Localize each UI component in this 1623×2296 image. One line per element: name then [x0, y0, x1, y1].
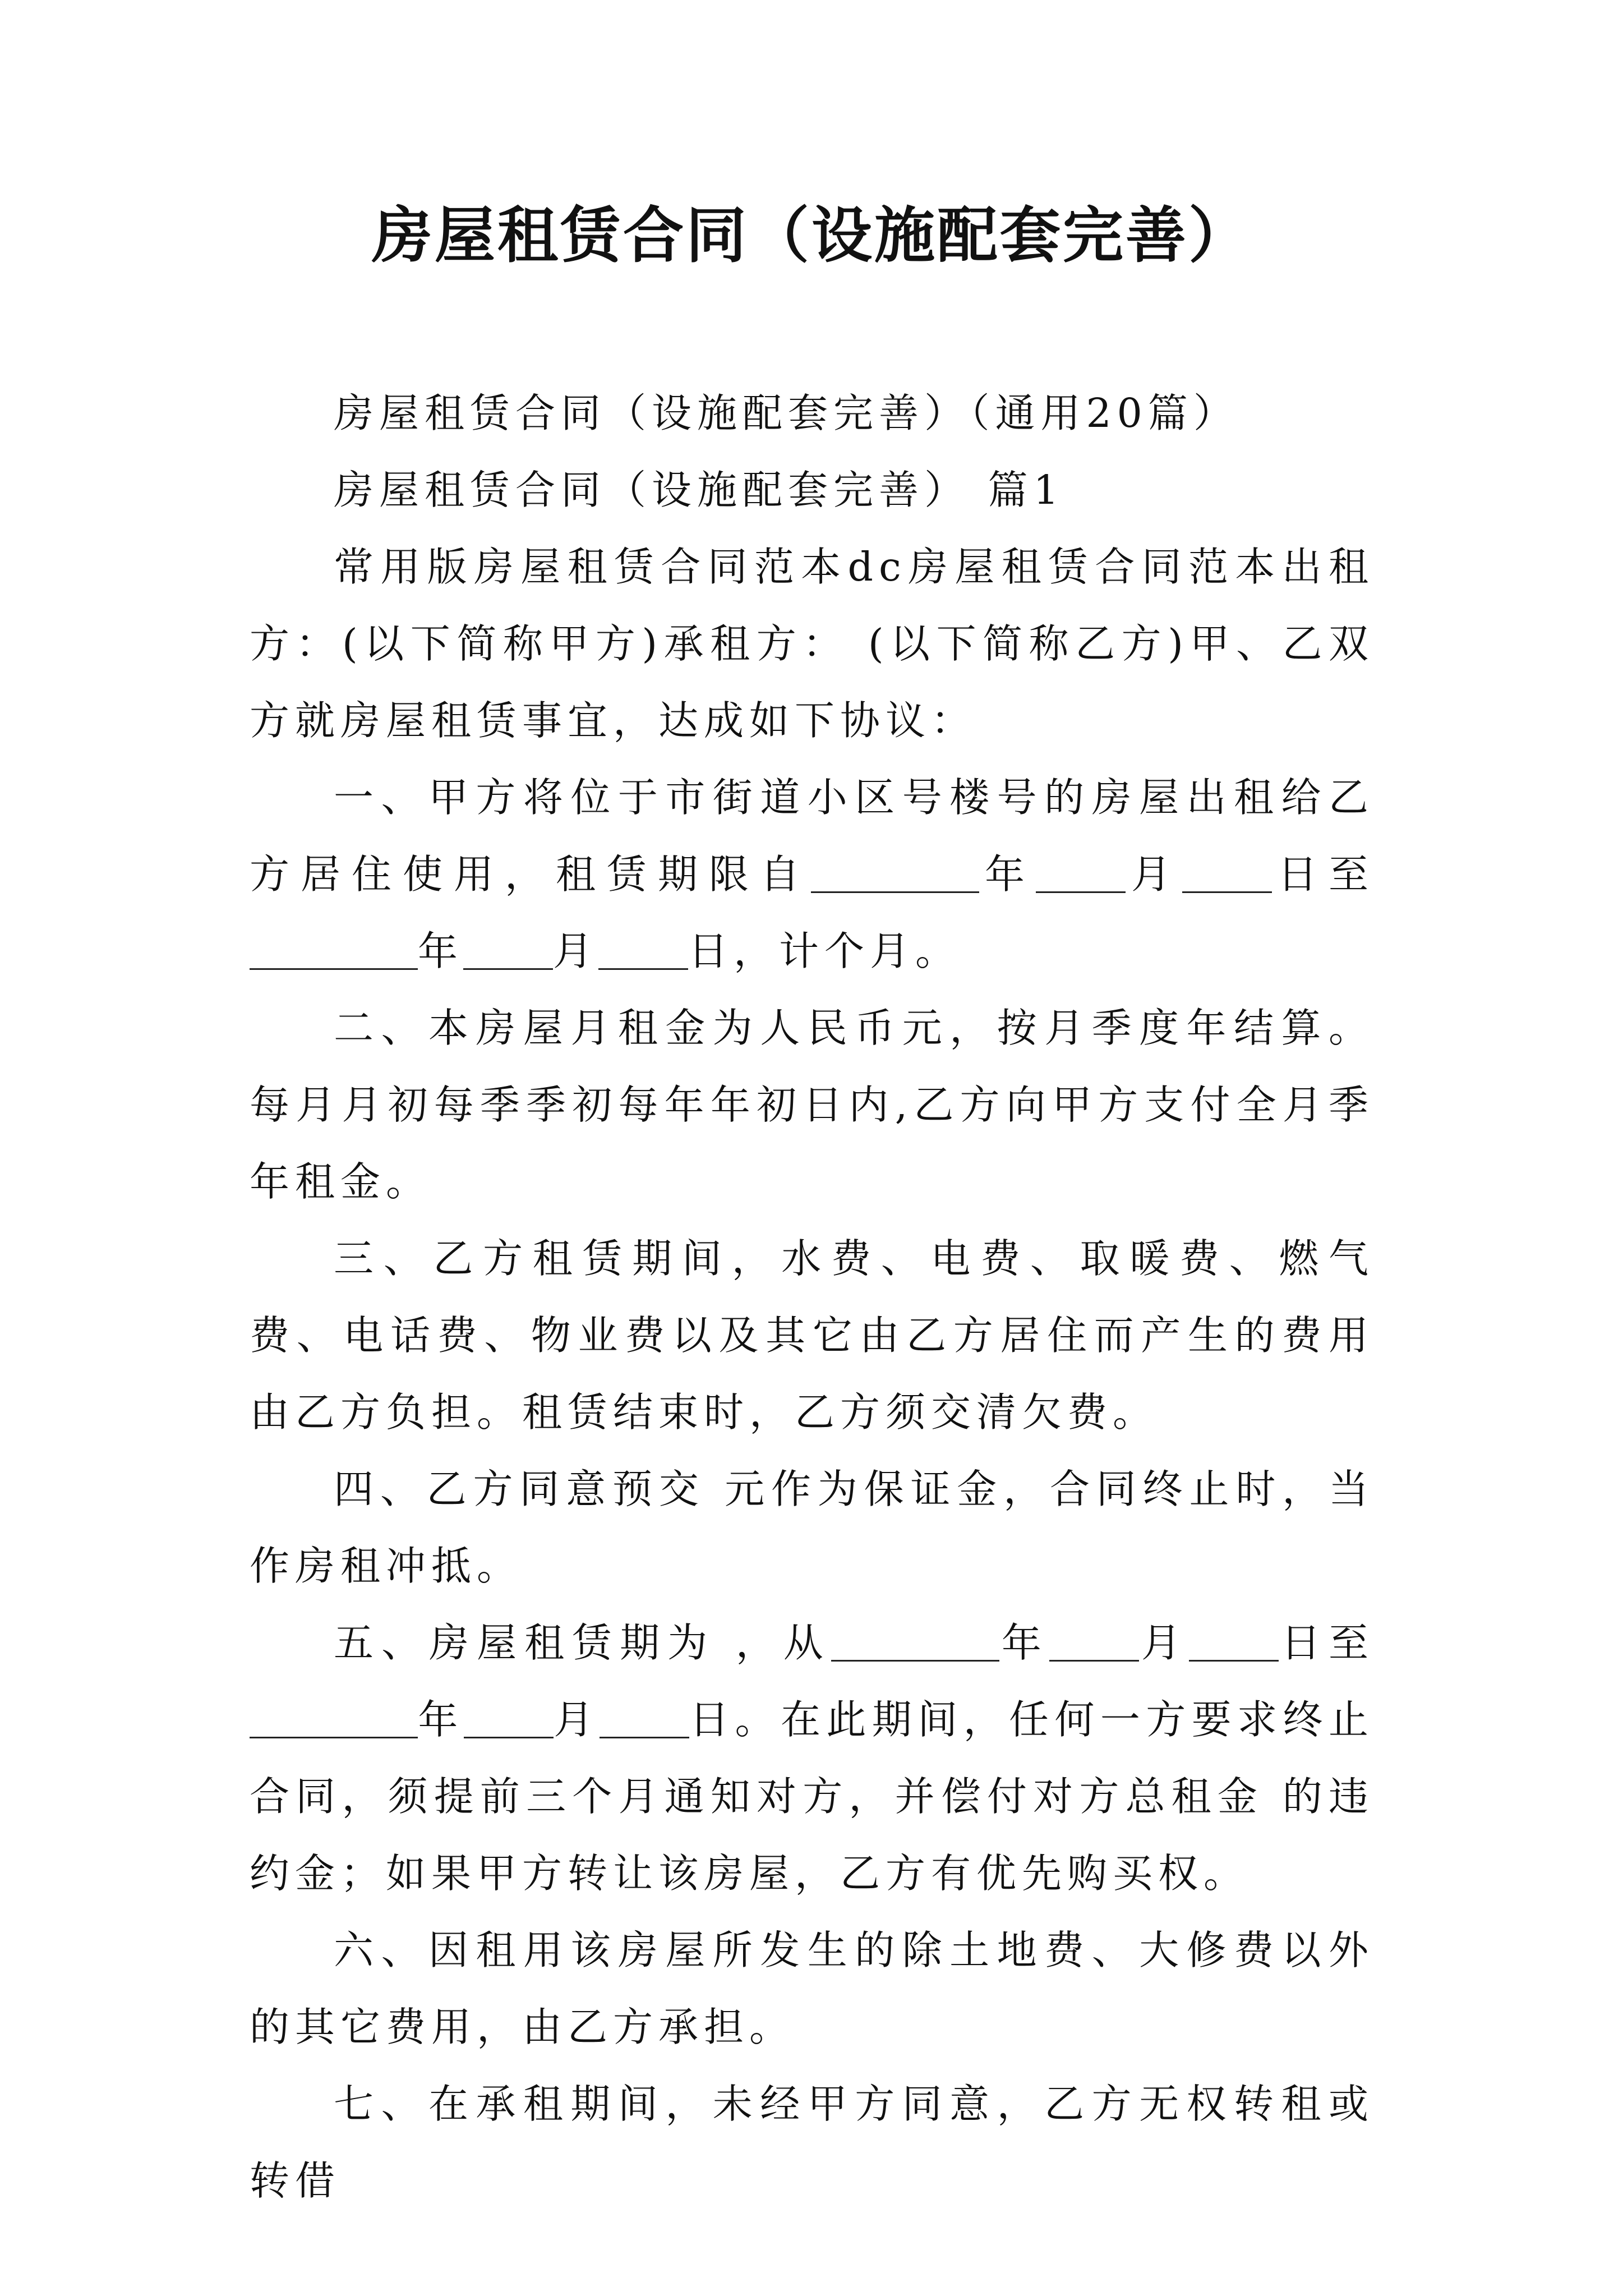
blank-year-end — [250, 928, 418, 970]
paragraph-1-text-g: 日，计个月。 — [688, 928, 961, 974]
paragraph-1-text-d: 日至 — [1271, 851, 1374, 898]
paragraph-7: 七、在承租期间，未经甲方同意，乙方无权转租或转借 — [250, 2081, 1374, 2204]
blank-month-start — [1036, 852, 1126, 893]
paragraph-2: 二、本房屋月租金为人民币元，按月季度年结算。每月月初每季季初每年年初日内,乙方向甲方支付全月季年租金。 — [250, 1005, 1374, 1205]
paragraph-1-text-b: 年 — [979, 851, 1036, 898]
paragraph-5 — [250, 1604, 1374, 1912]
paragraph-5-text-g: 日。在此期间，任何一方要求终止合同，须提前三个月通知对方，并偿付对方总租金 的违约金；如果甲方转让该房屋，乙方有优先购买权。 — [250, 1696, 1374, 1897]
blank-month-start — [1049, 1620, 1139, 1662]
paragraph-1-text-f: 月 — [553, 928, 599, 974]
paragraph-1-text-c: 月 — [1125, 851, 1182, 898]
paragraph-5-text-e: 年 — [418, 1696, 464, 1743]
paragraph-intro: 常用版房屋租赁合同范本dc房屋租赁合同范本出租方：(以下简称甲方)承租方： (以下简称乙方)甲、乙双方就房屋租赁事宜，达成如下协议： — [250, 544, 1374, 744]
paragraph-1-text-e: 年 — [418, 928, 464, 974]
blank-year-start — [811, 852, 979, 893]
blank-month-end — [464, 1697, 554, 1738]
blank-day-end — [600, 1697, 689, 1738]
blank-day-start — [1182, 852, 1272, 893]
paragraph-6: 六、因租用该房屋所发生的除土地费、大修费以外的其它费用，由乙方承担。 — [250, 1927, 1374, 2050]
blank-month-end — [463, 928, 553, 970]
blank-day-end — [598, 928, 688, 970]
blank-day-start — [1189, 1620, 1279, 1662]
document-body — [250, 375, 1374, 2219]
paragraph-3: 三、乙方租赁期间，水费、电费、取暖费、燃气费、电话费、物业费以及其它由乙方居住而产生的费用由乙方负担。租赁结束时，乙方须交清欠费。 — [250, 1235, 1374, 1435]
paragraph-4: 四、乙方同意预交 元作为保证金，合同终止时，当作房租冲抵。 — [250, 1466, 1374, 1589]
paragraph-5-text-a: 五、房屋租赁期为 ，从 — [334, 1619, 831, 1666]
blank-year-start — [831, 1620, 999, 1662]
section-heading: 房屋租赁合同（设施配套完善） 篇1 — [334, 467, 1064, 513]
paragraph-5-text-b: 年 — [999, 1619, 1049, 1666]
blank-year-end — [250, 1697, 418, 1738]
paragraph-1-text-a: 一、甲方将位于市街道小区号楼号的房屋出租给乙方居住使用，租赁期限自 — [250, 774, 1374, 898]
paragraph-5-text-c: 月 — [1138, 1619, 1189, 1666]
document-title: 房屋租赁合同（设施配套完善） — [371, 200, 1251, 271]
paragraph-5-text-f: 月 — [553, 1696, 600, 1743]
document-subtitle: 房屋租赁合同（设施配套完善）（通用20篇） — [334, 390, 1239, 436]
paragraph-1 — [250, 759, 1374, 990]
paragraph-5-text-d: 日至 — [1278, 1619, 1374, 1666]
